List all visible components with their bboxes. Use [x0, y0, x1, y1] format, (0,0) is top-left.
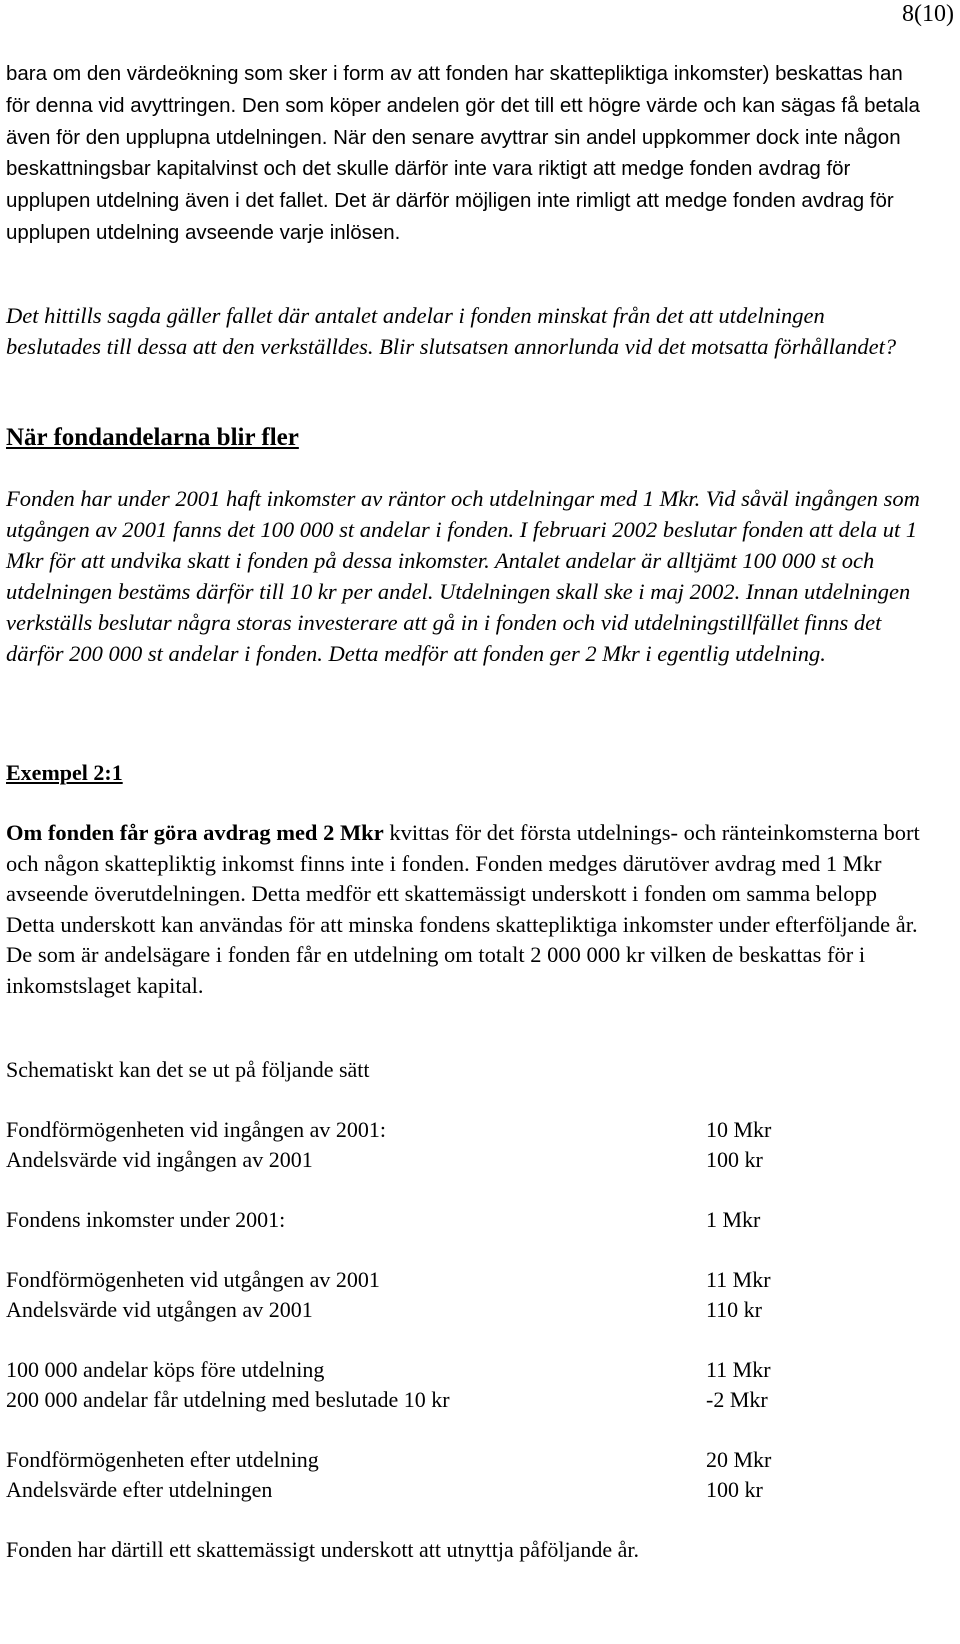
row-label: Andelsvärde vid utgången av 2001	[6, 1297, 313, 1322]
table-row	[6, 1475, 906, 1505]
table-row	[6, 1265, 906, 1295]
table-row	[6, 1205, 906, 1235]
row-value: 11 Mkr	[706, 1267, 771, 1292]
table-row	[6, 1115, 906, 1145]
row-value: 100 kr	[706, 1477, 763, 1502]
row-value: 20 Mkr	[706, 1447, 772, 1472]
table-row	[6, 1295, 906, 1325]
row-value: -2 Mkr	[706, 1387, 768, 1412]
row-label: Andelsvärde vid ingången av 2001	[6, 1147, 313, 1172]
schematic-table-group-4	[6, 1355, 906, 1415]
section-heading-fondandelar: När fondandelarna blir fler	[6, 424, 299, 451]
paragraph-2: Det hittills sagda gäller fallet där antalet andelar i fonden minskat från det att utdelningen beslutades till dessa att den verkställdes. Blir slutsatsen annorlunda vid det motsatta förhållandet?	[6, 303, 897, 359]
page-number: 8(10)	[902, 1, 954, 27]
schematic-intro: Schematiskt kan det se ut på följande sätt	[6, 1057, 370, 1082]
row-label: 200 000 andelar får utdelning med beslutade 10 kr	[6, 1387, 450, 1412]
row-value: 100 kr	[706, 1147, 763, 1172]
table-row	[6, 1355, 906, 1385]
schematic-table-group-3	[6, 1265, 906, 1325]
paragraph-4	[6, 818, 921, 1001]
row-value: 11 Mkr	[706, 1357, 771, 1382]
footer-note: Fonden har därtill ett skattemässigt underskott att utnyttja påföljande år.	[6, 1537, 639, 1562]
row-value: 1 Mkr	[706, 1207, 761, 1232]
paragraph-3: Fonden har under 2001 haft inkomster av räntor och utdelningar med 1 Mkr. Vid såväl ingången som utgången av 2001 fanns det 100 000 st andelar i fonden. I februari 2002 beslutar fonden att dela ut 1 Mkr för att undvika skatt i fonden på dessa inkomster. Antalet andelar är alltjämt 100 000 st och utdelningen bestäms därför till 10 kr per andel. Utdelningen skall ske i maj 2002. Innan utdelningen verkställs beslutar några storas investerare att gå in i fonden och vid utdelningstillfället finns det därför 200 000 st andelar i fonden. Detta medför att fonden ger 2 Mkr i egentlig utdelning.	[6, 486, 920, 666]
row-label: Fondens inkomster under 2001:	[6, 1207, 286, 1232]
row-label: Fondförmögenheten vid utgången av 2001	[6, 1267, 380, 1292]
row-label: Fondförmögenheten efter utdelning	[6, 1447, 319, 1472]
paragraph-4-bold-lead: Om fonden får göra avdrag med 2 Mkr	[6, 820, 384, 845]
row-label: 100 000 andelar köps före utdelning	[6, 1357, 325, 1382]
schematic-table-group-2	[6, 1205, 906, 1235]
row-label: Fondförmögenheten vid ingången av 2001:	[6, 1117, 387, 1142]
table-row	[6, 1445, 906, 1475]
row-label: Andelsvärde efter utdelningen	[6, 1477, 273, 1502]
paragraph-4-text: kvittas för det första utdelnings- och ränteinkomsterna bort och någon skattepliktig inkomst finns inte i fonden. Fonden medges därutöver avdrag med 1 Mkr avseende överutdelningen. Detta medför ett skattemässigt underskott i fonden om samma belopp Detta underskott kan användas för att minska fondens skattepliktiga inkomster under efterföljande år. De som är andelsägare i fonden får en utdelning om totalt 2 000 000 kr vilken de beskattas för i inkomstslaget kapital.	[6, 820, 920, 998]
row-value: 10 Mkr	[706, 1117, 772, 1142]
example-heading: Exempel 2:1	[6, 760, 123, 785]
paragraph-1: bara om den värdeökning som sker i form av att fonden har skattepliktiga inkomster) beskattas han för denna vid avyttringen. Den som köper andelen gör det till ett högre värde och kan sägas få betala även för den upplupna utdelningen. När den senare avyttrar sin andel uppkommer dock inte någon beskattningsbar kapitalvinst och det skulle därför inte vara riktigt att medge fonden avdrag för upplupen utdelning även i det fallet. Det är därför möjligen inte rimligt att medge fonden avdrag för upplupen utdelning avseende varje inlösen.	[6, 62, 920, 244]
table-row	[6, 1145, 906, 1175]
table-row	[6, 1385, 906, 1415]
row-value: 110 kr	[706, 1297, 763, 1322]
schematic-table-group-1	[6, 1115, 906, 1175]
schematic-table-group-5	[6, 1445, 906, 1505]
